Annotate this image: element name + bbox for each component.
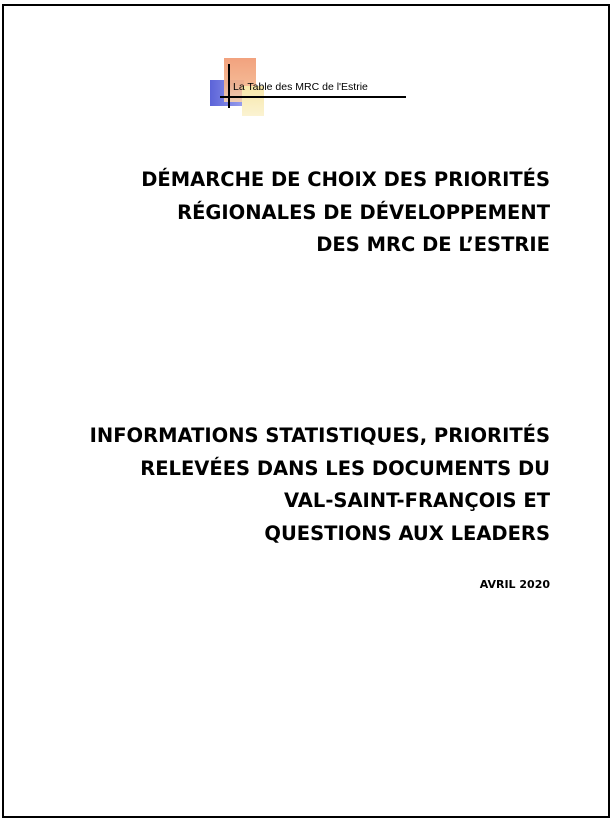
main-title: [141, 164, 550, 262]
main-title-line: DÉMARCHE DE CHOIX DES PRIORITÉS: [141, 168, 550, 191]
document-page: [2, 4, 610, 818]
logo: [210, 52, 410, 122]
main-title-line: DES MRC DE L’ESTRIE: [316, 233, 550, 256]
logo-vertical-line: [228, 64, 230, 108]
logo-horizontal-line: [220, 96, 406, 98]
subtitle: [90, 420, 550, 550]
logo-text: La Table des MRC de l'Estrie: [233, 81, 368, 93]
subtitle-line: QUESTIONS AUX LEADERS: [264, 521, 550, 545]
main-title-line: RÉGIONALES DE DÉVELOPPEMENT: [177, 200, 550, 224]
subtitle-line: INFORMATIONS STATISTIQUES, PRIORITÉS: [89, 424, 550, 447]
subtitle-line: VAL-SAINT-FRANÇOIS ET: [284, 489, 550, 512]
publication-date: AVRIL 2020: [479, 578, 550, 591]
subtitle-line: RELEVÉES DANS LES DOCUMENTS DU: [140, 456, 550, 480]
